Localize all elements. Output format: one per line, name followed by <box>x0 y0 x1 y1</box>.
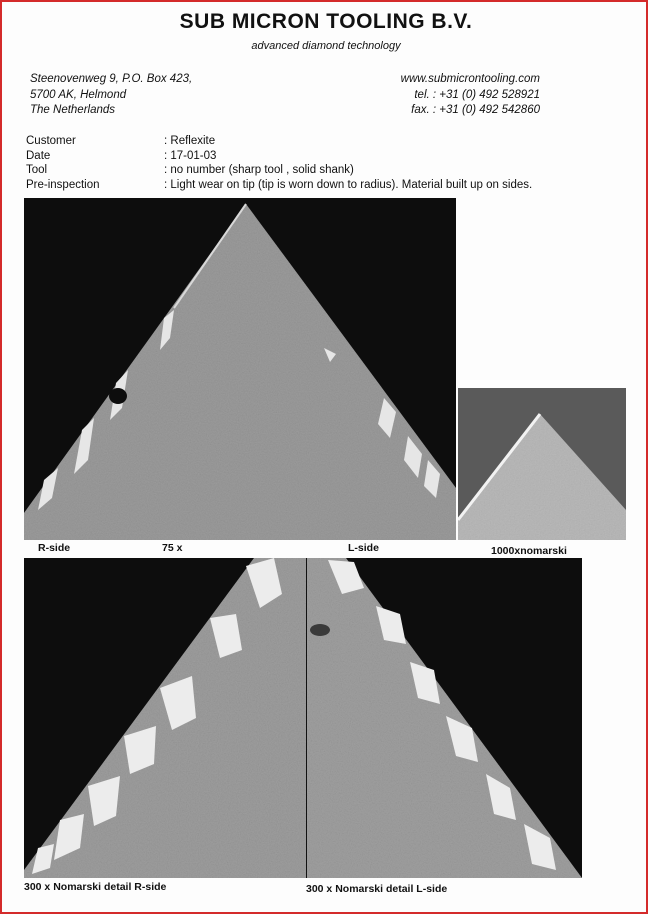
address-line-3: The Netherlands <box>30 104 116 116</box>
caption-r-side: R-side <box>38 542 71 554</box>
address-block <box>30 72 192 119</box>
address-line-2: 5700 AK, Helmond <box>30 88 127 101</box>
caption-magnification: 75 x <box>162 542 183 554</box>
info-value: : Light wear on tip (tip is worn down to radius). Material built up on sides. <box>164 178 533 191</box>
micrograph-300x-detail-l-side <box>306 558 582 878</box>
company-name: SUB MICRON TOOLING B.V. <box>179 10 473 33</box>
info-label: Customer <box>26 135 76 147</box>
micrograph-1000x-nomarski <box>458 388 626 540</box>
info-label: Pre-inspection <box>26 178 100 191</box>
address-line-1: Steenovenweg 9, P.O. Box 423, <box>30 73 193 85</box>
info-value: : no number (sharp tool , solid shank) <box>164 164 354 176</box>
caption-1000x-nomarski: 1000xnomarski <box>491 545 567 557</box>
website: www.submicrontooling.com <box>400 73 540 85</box>
info-label: Date <box>26 149 51 162</box>
fax: fax. : +31 (0) 492 542860 <box>411 104 540 116</box>
micrograph-75x <box>24 198 456 540</box>
info-row-tool <box>26 163 532 178</box>
contact-block <box>362 72 540 119</box>
inspection-info <box>26 134 532 192</box>
info-row-customer <box>26 134 532 149</box>
info-row-date <box>26 149 532 164</box>
caption-detail-l-side: 300 x Nomarski detail L-side <box>306 883 448 895</box>
info-row-pre-inspection <box>26 178 532 193</box>
info-value: : Reflexite <box>164 135 216 147</box>
company-tagline: advanced diamond technology <box>251 40 401 52</box>
micrograph-300x-detail-r-side <box>24 558 306 878</box>
telephone: tel. : +31 (0) 492 528921 <box>414 88 540 101</box>
info-value: : 17-01-03 <box>164 149 217 162</box>
caption-l-side: L-side <box>348 542 379 554</box>
caption-detail-r-side: 300 x Nomarski detail R-side <box>24 881 167 893</box>
info-label: Tool <box>26 164 48 176</box>
